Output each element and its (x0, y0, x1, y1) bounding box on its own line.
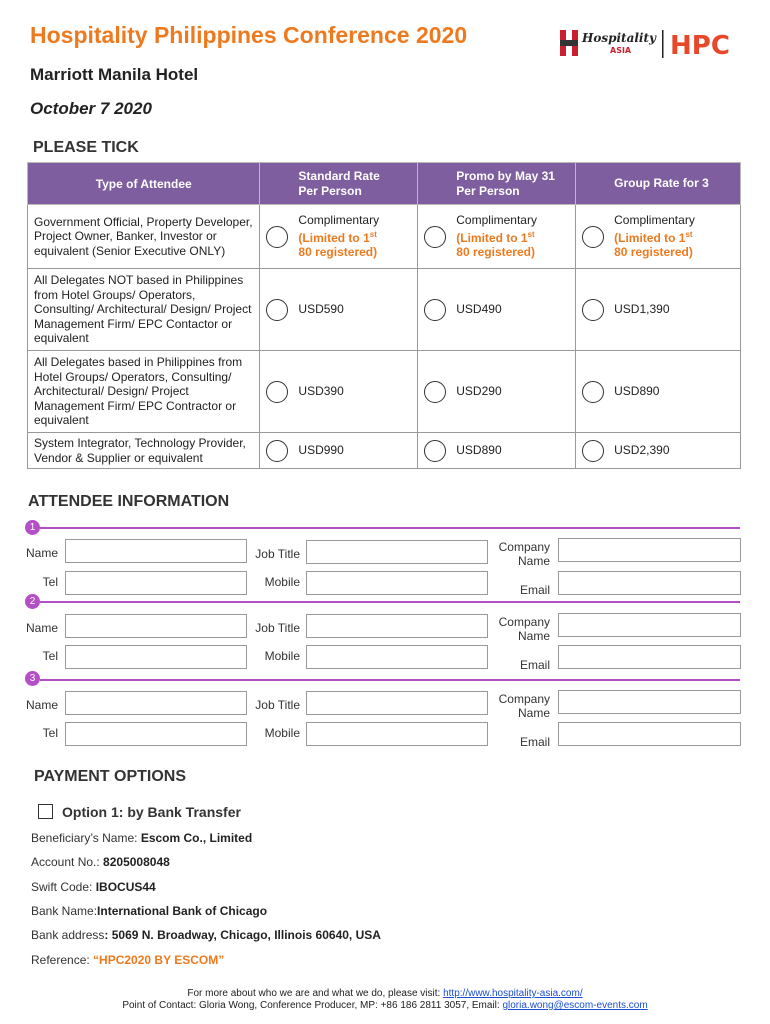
bank-name-label: Bank Name: (31, 904, 98, 918)
payment-options-heading: PAYMENT OPTIONS (34, 768, 187, 785)
complimentary-text (298, 213, 379, 260)
limited-sup: st (369, 229, 377, 239)
website-link[interactable]: http://www.hospitality-asia.com/ (443, 988, 583, 999)
table-row (28, 433, 741, 469)
footer-contact-text: Point of Contact: Gloria Wong, Conference Producer, MP: +86 186 2811 3057, Email: (122, 1000, 503, 1011)
rates-table (27, 162, 741, 469)
name-field[interactable] (65, 539, 247, 563)
reference-line (31, 953, 224, 967)
rate-value: USD990 (298, 443, 344, 458)
bank-address-label: Bank address (31, 928, 105, 942)
bank-transfer-option-label: Option 1: by Bank Transfer (62, 804, 241, 820)
rate-value: USD890 (614, 384, 660, 399)
header-type-of-attendee: Type of Attendee (28, 163, 260, 205)
company-label-line1: Company (498, 615, 550, 629)
table-row (28, 351, 741, 433)
mobile-label: Mobile (264, 649, 300, 663)
table-row (28, 269, 741, 351)
rate-cell (418, 205, 576, 269)
limited-note (614, 228, 695, 246)
header-group-rate-label: Group Rate for 3 (614, 176, 709, 190)
tel-field[interactable] (65, 645, 247, 669)
bank-transfer-checkbox[interactable] (38, 804, 53, 819)
logo-hospitality-text: Hospitality (582, 31, 656, 45)
swift-line (31, 880, 156, 894)
footer-contact-line (0, 1000, 770, 1011)
job-title-label: Job Title (255, 621, 300, 635)
job-title-field[interactable] (306, 691, 488, 715)
header-group-rate (576, 163, 741, 205)
tel-field[interactable] (65, 722, 247, 746)
company-label-line1: Company (498, 540, 550, 554)
attendee-divider (40, 601, 740, 603)
rate-cell (418, 269, 576, 351)
bank-address-value: : 5069 N. Broadway, Chicago, Illinois 60640, USA (104, 928, 381, 942)
email-field[interactable] (558, 571, 741, 595)
job-title-field[interactable] (306, 614, 488, 638)
attendee-number-badge: 1 (25, 520, 40, 535)
limited-pre: (Limited to 1 (456, 230, 528, 245)
attendee-divider (40, 527, 740, 529)
limited-post: 80 registered) (456, 245, 535, 260)
attendee-type-desc: System Integrator, Technology Provider, Vendor & Supplier or equivalent (28, 433, 260, 469)
header-standard-rate-line2: Per Person (298, 183, 362, 198)
account-label: Account No.: (31, 855, 104, 869)
company-name-field[interactable] (558, 613, 741, 637)
mobile-label: Mobile (264, 575, 300, 589)
company-label-line1: Company (498, 692, 550, 706)
rate-value: USD890 (456, 443, 502, 458)
limited-pre: (Limited to 1 (298, 230, 370, 245)
limited-post: 80 registered) (614, 245, 693, 260)
bank-name-line (31, 904, 267, 918)
rate-cell (576, 433, 741, 469)
limited-sup: st (685, 229, 693, 239)
rate-cell (418, 433, 576, 469)
account-line (31, 855, 170, 869)
footer-website-line (0, 988, 770, 999)
reference-label: Reference: (31, 953, 94, 967)
bank-address-line (31, 928, 381, 942)
rate-radio[interactable] (582, 226, 604, 248)
company-name-label (490, 615, 550, 643)
header-promo-rate-line2: Per Person (456, 183, 520, 198)
attendee-number-badge: 2 (25, 594, 40, 609)
rate-value: USD2,390 (614, 443, 670, 458)
job-title-label: Job Title (255, 698, 300, 712)
beneficiary-line (31, 831, 252, 845)
rate-radio[interactable] (582, 381, 604, 403)
rates-header-row (28, 163, 741, 205)
rate-radio[interactable] (582, 299, 604, 321)
attendee-type-desc: All Delegates based in Philippines from Hotel Groups/ Operators, Consulting/ Architectural/ Design/ Project Management Firm/ EPC Contractor or equivalent (28, 351, 260, 433)
account-value: 8205008048 (103, 855, 170, 869)
rate-value: USD290 (456, 384, 502, 399)
rate-cell (576, 205, 741, 269)
job-title-field[interactable] (306, 540, 488, 564)
complimentary-label: Complimentary (298, 213, 380, 228)
event-date: October 7 2020 (30, 99, 152, 118)
complimentary-label: Complimentary (614, 213, 695, 228)
mobile-field[interactable] (306, 571, 488, 595)
limited-sup: st (527, 229, 535, 239)
rate-cell (576, 351, 741, 433)
tel-label: Tel (42, 649, 58, 663)
name-label: Name (25, 621, 58, 635)
rate-cell (260, 433, 418, 469)
limited-pre: (Limited to 1 (614, 230, 686, 245)
complimentary-text (456, 213, 537, 260)
attendee-info-heading: ATTENDEE INFORMATION (28, 493, 230, 510)
email-link[interactable]: gloria.wong@escom-events.com (502, 1000, 648, 1011)
email-field[interactable] (558, 722, 741, 746)
limited-note (456, 228, 537, 246)
rate-radio[interactable] (424, 440, 446, 462)
attendee-type-desc: Government Official, Property Developer, Project Owner, Banker, Investor or equivalent (Senior Executive ONLY) (28, 205, 260, 269)
company-name-field[interactable] (558, 690, 741, 714)
swift-label: Swift Code: (31, 880, 96, 894)
rate-cell (260, 205, 418, 269)
reference-value: “HPC2020 BY ESCOM” (93, 953, 225, 967)
rate-value: USD590 (298, 302, 344, 317)
email-label: Email (519, 735, 550, 749)
company-name-label (490, 540, 550, 568)
rate-radio[interactable] (424, 226, 446, 248)
beneficiary-value: Escom Co., Limited (140, 831, 253, 845)
rate-radio[interactable] (266, 440, 288, 462)
tel-label: Tel (42, 575, 58, 589)
header-promo-rate-line1: Promo by May 31 (456, 168, 555, 183)
page-title: Hospitality Philippines Conference 2020 (30, 22, 468, 48)
venue: Marriott Manila Hotel (30, 65, 199, 84)
swift-value: IBOCUS44 (95, 880, 156, 894)
please-tick-heading: PLEASE TICK (33, 139, 139, 156)
logo-hpc-text: HPC (670, 31, 730, 60)
rate-value: USD490 (456, 302, 502, 317)
email-label: Email (519, 583, 550, 597)
job-title-label: Job Title (255, 547, 300, 561)
attendee-type-desc: All Delegates NOT based in Philippines from Hotel Groups/ Operators, Consulting/ Architectural/ Design/ Project Management Firm/ EPC Contactor or equivalent (28, 269, 260, 351)
tel-label: Tel (42, 726, 58, 740)
rate-cell (260, 269, 418, 351)
rate-cell (576, 269, 741, 351)
hospitality-asia-hpc-logo (558, 28, 742, 60)
company-name-field[interactable] (558, 538, 741, 562)
mobile-field[interactable] (306, 722, 488, 746)
header-standard-rate (260, 163, 418, 205)
limited-note (298, 228, 379, 246)
company-label-line2: Name (517, 554, 550, 568)
rate-radio[interactable] (266, 381, 288, 403)
rate-cell (260, 351, 418, 433)
attendee-number-badge: 3 (25, 671, 40, 686)
complimentary-text (614, 213, 695, 260)
email-label: Email (519, 658, 550, 672)
company-label-line2: Name (517, 629, 550, 643)
name-field[interactable] (65, 614, 247, 638)
rate-radio[interactable] (424, 299, 446, 321)
company-label-line2: Name (517, 706, 550, 720)
rate-radio[interactable] (266, 299, 288, 321)
rate-radio[interactable] (582, 440, 604, 462)
name-field[interactable] (65, 691, 247, 715)
company-name-label (490, 692, 550, 720)
attendee-divider (40, 679, 740, 681)
bank-name-value: International Bank of Chicago (97, 904, 268, 918)
header-promo-rate (418, 163, 576, 205)
rate-value: USD1,390 (614, 302, 670, 317)
beneficiary-label: Beneficiary’s Name: (31, 831, 141, 845)
limited-post: 80 registered) (298, 245, 378, 260)
mobile-label: Mobile (264, 726, 300, 740)
rate-value: USD390 (298, 384, 344, 399)
table-row (28, 205, 741, 269)
mobile-field[interactable] (306, 645, 488, 669)
rate-radio[interactable] (266, 226, 288, 248)
logo-asia-text: ASIA (610, 46, 632, 55)
rate-radio[interactable] (424, 381, 446, 403)
footer-website-text: For more about who we are and what we do, please visit: (187, 988, 444, 999)
tel-field[interactable] (65, 571, 247, 595)
name-label: Name (25, 698, 58, 712)
header-standard-rate-line1: Standard Rate (298, 168, 380, 183)
complimentary-label: Complimentary (456, 213, 537, 228)
rate-cell (418, 351, 576, 433)
email-field[interactable] (558, 645, 741, 669)
name-label: Name (25, 546, 58, 560)
